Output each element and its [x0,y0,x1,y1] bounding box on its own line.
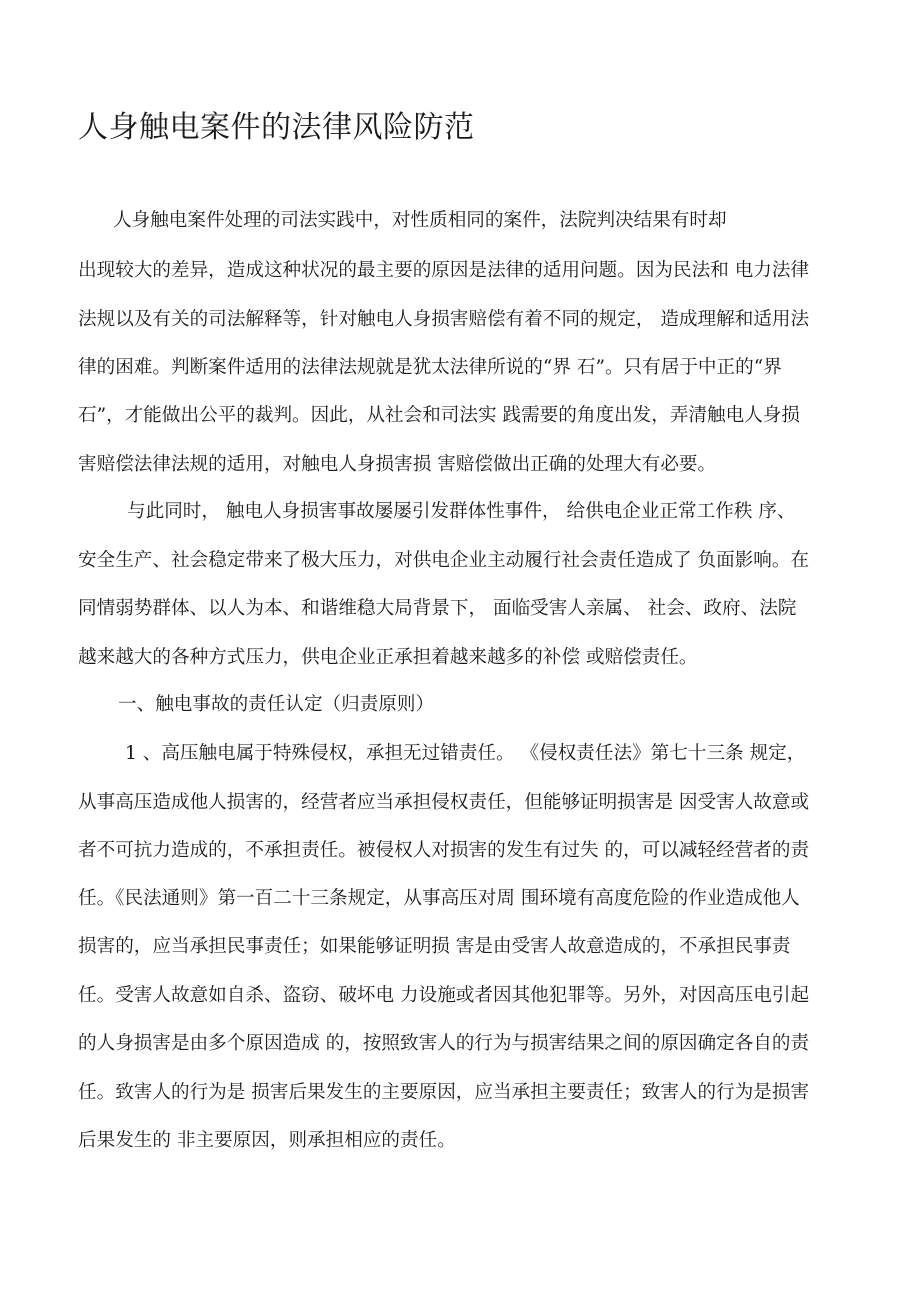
paragraph-line: 法规以及有关的司法解释等，针对触电人身损害赔偿有着不同的规定， 造成理解和适用法 [78,309,810,330]
paragraph-line: 安全生产、社会稳定带来了极大压力，对供电企业主动履行社会责任造成了 负面影响。在 [78,550,810,571]
paragraph-line: 者不可抗力造成的，不承担责任。被侵权人对损害的发生有过失 的，可以减轻经营者的责 [78,840,810,861]
paragraph-line: 同情弱势群体、以人为本、和谐维稳大局背景下， 面临受害人亲属、 社会、政府、法院 [78,598,797,619]
section-heading: 一、触电事故的责任认定（归责原则） [118,694,435,715]
paragraph-line: 任。《民法通则》第一百二十三条规定，从事高压对周 围环境有高度危险的作业造成他人 [78,888,800,909]
paragraph-line: 1 、高压触电属于特殊侵权，承担无过错责任。 《侵权责任法》第七十三条 规定， [125,743,806,764]
paragraph-line: 的人身损害是由多个原因造成 的，按照致害人的行为与损害结果之间的原因确定各自的责 [78,1033,810,1054]
paragraph-line: 损害的，应当承担民事责任；如果能够证明损 害是由受害人故意造成的，不承担民事责 [78,936,791,957]
paragraph-line: 石”，才能做出公平的裁判。因此，从社会和司法实 践需要的角度出发，弄清触电人身损 [78,405,800,426]
paragraph-line: 任。致害人的行为是 损害后果发生的主要原因，应当承担主要责任；致害人的行为是损害 [78,1082,810,1103]
paragraph-line: 越来越大的各种方式压力，供电企业正承担着越来越多的补偿 或赔偿责任。 [78,647,698,668]
paragraph-line: 后果发生的 非主要原因，则承担相应的责任。 [78,1130,456,1151]
paragraph-line: 从事高压造成他人损害的，经营者应当承担侵权责任，但能够证明损害是 因受害人故意或 [78,792,810,813]
document-title: 人身触电案件的法律风险防范 [78,110,475,145]
paragraph-line: 人身触电案件处理的司法实践中，对性质相同的案件，法院判决结果有时却 [113,210,727,231]
paragraph-line: 害赔偿法律法规的适用，对触电人身损害损 害赔偿做出正确的处理大有必要。 [78,454,717,475]
paragraph-line: 律的困难。判断案件适用的法律法规就是犹太法律所说的“界 石”。只有居于中正的“界 [78,357,782,378]
paragraph-line: 出现较大的差异，造成这种状况的最主要的原因是法律的适用问题。因为民法和 电力法律 [78,260,810,281]
paragraph-line: 与此同时， 触电人身损害事故屡屡引发群体性事件， 给供电企业正常工作秩 序、 [127,501,796,522]
paragraph-line: 任。受害人故意如自杀、盗窃、破坏电 力设施或者因其他犯罪等。另外，对因高压电引起 [78,985,810,1006]
